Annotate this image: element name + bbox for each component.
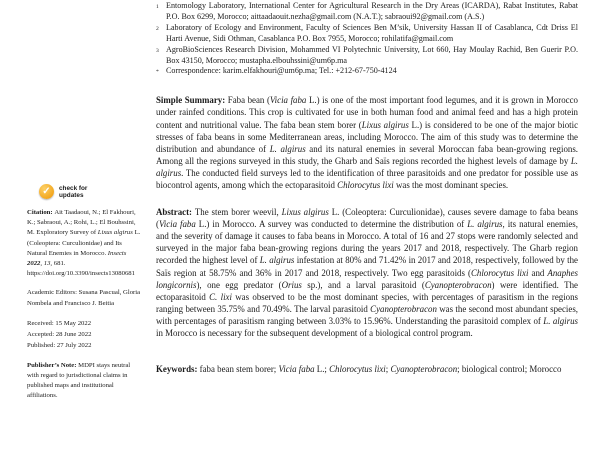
keywords-paragraph: Keywords: faba bean stem borer; Vicia faba L.; Chlorocytus lixi; Cyanopterobracon; biological control; Morocco	[156, 364, 562, 375]
affiliation-item	[156, 66, 578, 78]
sidebar	[27, 184, 141, 411]
abstract-paragraph: Abstract: The stem borer weevil, Lixus algirus L. (Coleoptera: Curculionidae), causes severe damage to faba beans (Vicia faba L.) in Morocco. A survey was conducted to determine the distribution of L. algirus, its natural enemies, and the severity of damage it causes to faba beans in Morocco. A total of 16 and 27 stops were randomly selected and surveyed in the major faba bean-growing regions during the years 2017 and 2018, respectively. The Gharb region recorded the highest level of L. algirus infestation at 80% and 71.42% in 2017 and 2018, respectively, followed by the Saïs region at 58.75% and 36% in 2017 and 2018, respectively. Two egg parasitoids (Chlorocytus lixi and Anaphes longicornis), one egg predator (Orius sp.), and a larval parasitoid (Cyanopterobracon) were identified. The ectoparasitoid C. lixi was observed to be the most dominant species, with percentages of parasitism in the regions ranging between 35.75% and 70.49%. The larval parasitoid Cyanopterobracon was the second most abundant species, with percentages of parasitism ranging between 3.03% to 15.96%. Understanding the parasitoid complex of L. algirus in Morocco is necessary for the subsequent development of a biological control program.	[156, 207, 578, 339]
affiliations	[156, 1, 578, 78]
received-date: Received: 15 May 2022	[27, 319, 92, 327]
affiliation-marker: 3	[156, 47, 159, 54]
check-for-updates-label: check for updates	[59, 184, 88, 199]
correspondence-text: Correspondence: karim.elfakhouri@um6p.ma; Tel.: +212-67-750-4124	[166, 66, 397, 76]
main-content	[156, 1, 578, 384]
affiliation-text: AgroBioSciences Research Division, Mohammed VI Polytechnic University, Lot 660, Hay Moulay Rachid, Ben Guerir P.O. Box 43150, Morocco; mustapha.elbouhssini@um6p.ma	[166, 44, 578, 65]
check-for-updates-badge[interactable]	[39, 184, 141, 199]
published-date: Published: 27 July 2022	[27, 342, 92, 350]
publisher-note: Publisher’s Note: MDPI stays neutral with regard to jurisdictional claims in published maps and institutional affiliations.	[27, 361, 131, 400]
affiliation-marker: *	[156, 69, 159, 76]
affiliation-item	[156, 45, 578, 67]
citation-block: Citation: Ait Taadaoui, N.; El Fakhouri, K.; Sabraoui, A.; Rohi, L.; El Bouhssini, M. Exploratory Survey of Lixus algirus L. (Coleoptera: Curculionidae) and Its Natural Enemies in Morocco. Insects 2022, 13, 681. https://doi.org/10.3390/insects13080681	[27, 209, 141, 278]
article-dates	[27, 318, 141, 352]
simple-summary-paragraph: Simple Summary: Faba bean (Vicia faba L.) is one of the most important food legumes, and it is grown in Morocco under rainfed conditions. This crop is cultivated for use in both human food and animal feed and has a high protein content and nutritional value. The faba bean stem borer (Lixus algirus L.) is considered to be one of the major biotic stresses of faba beans in some Mediterranean areas, including Morocco. The aim of this study was to determine the distribution and abundance of L. algirus and its natural enemies in several Moroccan faba bean-growing regions. Among all the regions surveyed in this study, the Gharb and Saïs regions recorded the highest levels of damage by L. algirus. The conducted field surveys led to the identification of three parasitoids and one predator for possible use as biocontrol agents, among which the ectoparasitoid Chlorocytus lixi was the most dominant species.	[156, 95, 579, 190]
accepted-date: Accepted: 28 June 2022	[27, 331, 92, 339]
affiliation-item	[156, 1, 578, 23]
affiliation-marker: 2	[156, 25, 159, 32]
affiliation-marker: 1	[156, 4, 159, 10]
affiliation-text: Entomology Laboratory, International Center for Agricultural Research in the Dry Areas (ICARDA), Rabat Institutes, Rabat P.O. Box 6299, Morocco; aittaadaouit.nezha@gmail.com (N.A.T.); sabraoui92@gmail.com (A.S.)	[166, 1, 578, 21]
affiliation-item	[156, 23, 578, 45]
academic-editors: Academic Editors: Susana Pascual, Gloria Nombela and Francisco J. Beitia	[27, 289, 141, 307]
check-icon: ✓	[39, 184, 54, 199]
affiliation-text: Laboratory of Ecology and Environment, Faculty of Sciences Ben M’sik, University Hassan II of Casablanca, Cdt Driss El Harti Avenue, Sidi Othman, Casablanca P.O. Box 7955, Morocco; rohilatifa@gmail.com	[166, 22, 578, 43]
